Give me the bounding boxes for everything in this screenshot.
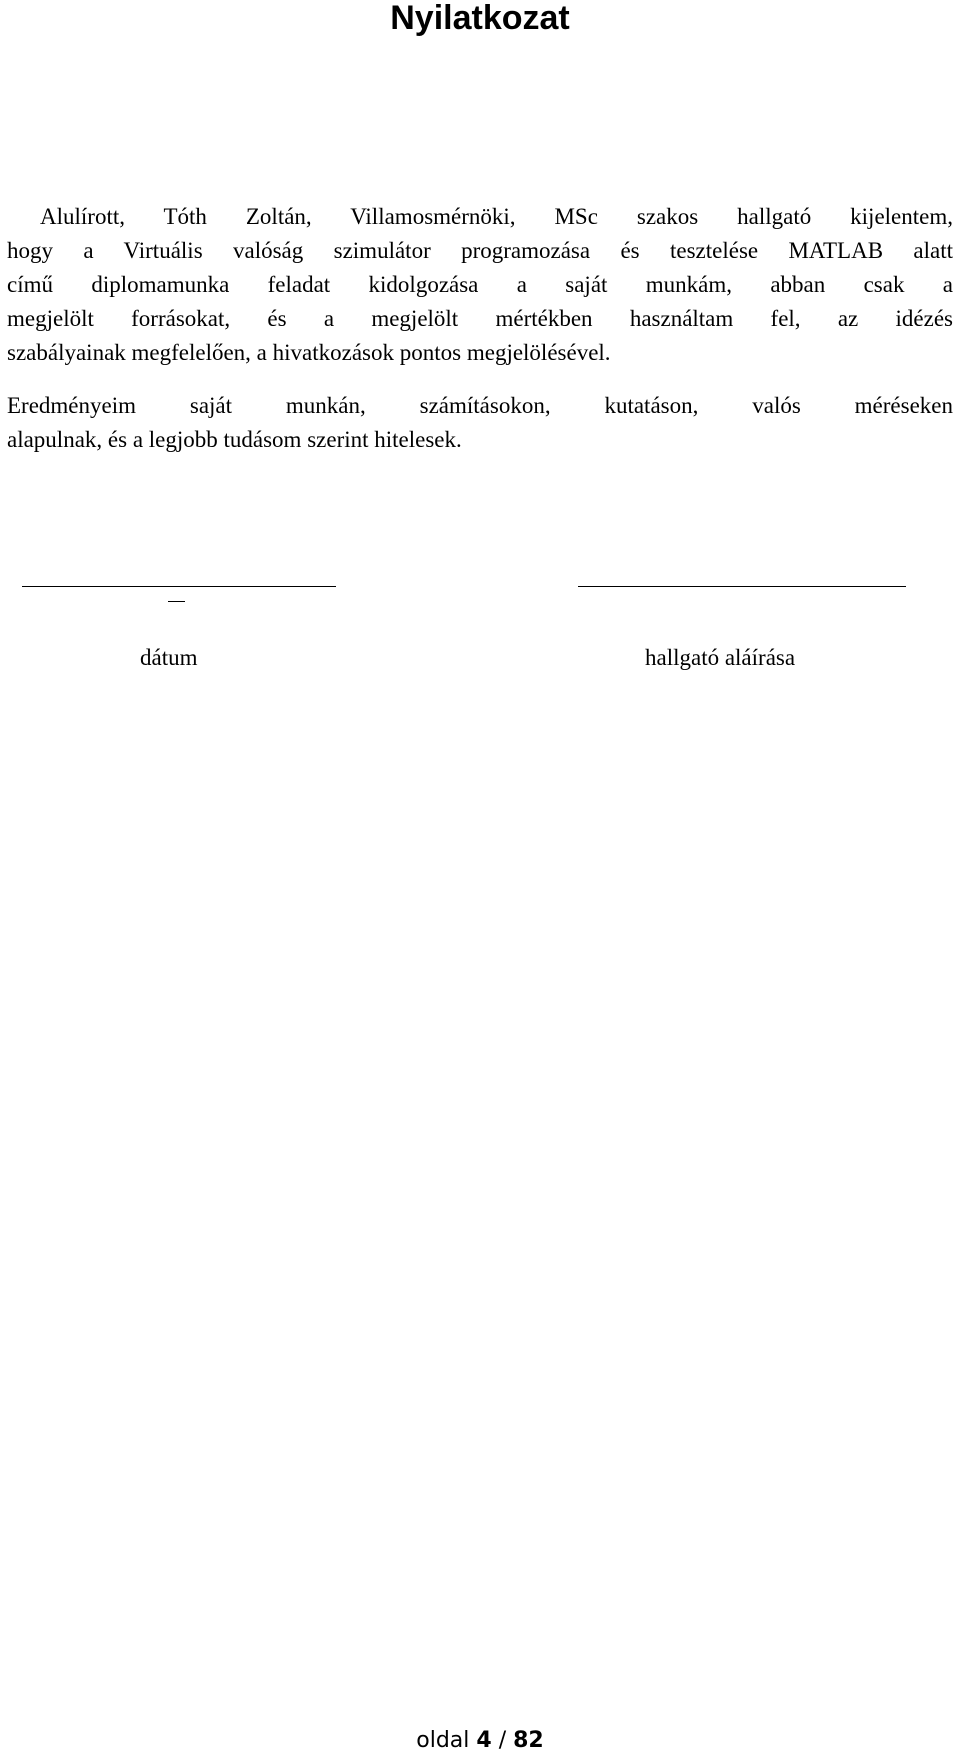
date-label: dátum bbox=[140, 645, 198, 670]
date-signature-line-tail bbox=[168, 601, 185, 602]
paragraph-line: című diplomamunka feladat kidolgozása a saját munkám, abban csak a bbox=[7, 272, 953, 297]
student-signature-label: hallgató aláírása bbox=[645, 645, 796, 670]
results-paragraph bbox=[7, 389, 953, 457]
page-prefix: oldal bbox=[416, 1728, 470, 1753]
paragraph-line: Eredményeim saját munkán, számításokon, kutatáson, valós méréseken bbox=[7, 393, 953, 418]
total-pages-number: 82 bbox=[513, 1728, 544, 1753]
date-signature-line bbox=[22, 586, 336, 587]
paragraph-line: szabályainak megfelelően, a hivatkozások pontos megjelölésével. bbox=[7, 340, 611, 365]
paragraph-line: hogy a Virtuális valóság szimulátor programozása és tesztelése MATLAB alatt bbox=[7, 238, 953, 263]
student-signature-line bbox=[578, 586, 906, 587]
paragraph-line: alapulnak, és a legjobb tudásom szerint hitelesek. bbox=[7, 427, 462, 452]
current-page-number: 4 bbox=[476, 1728, 492, 1753]
page-title: Nyilatkozat bbox=[390, 0, 570, 37]
paragraph-line: megjelölt forrásokat, és a megjelölt mértékben használtam fel, az idézés bbox=[7, 306, 953, 331]
page-separator: / bbox=[498, 1728, 507, 1753]
paragraph-line: Alulírott, Tóth Zoltán, Villamosmérnöki, MSc szakos hallgató kijelentem, bbox=[40, 204, 953, 229]
declaration-paragraph bbox=[7, 200, 953, 370]
page-footer bbox=[0, 1728, 960, 1754]
